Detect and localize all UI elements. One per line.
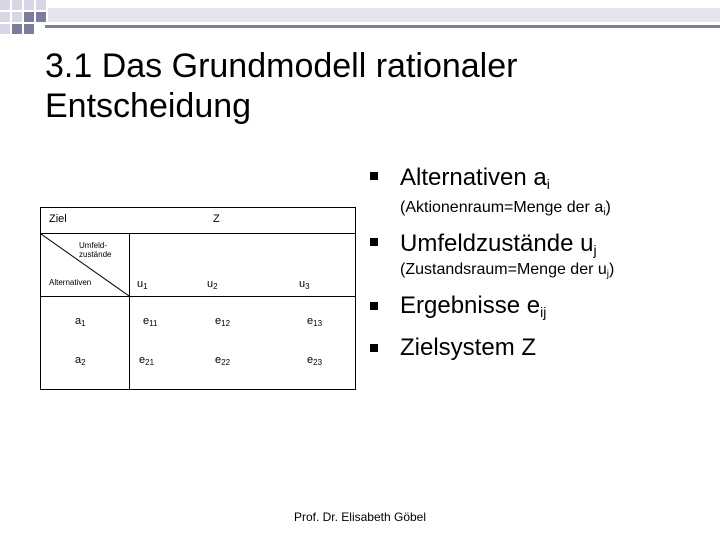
detail-zustandsraum: (Zustandsraum=Menge der uj)	[400, 261, 615, 280]
ziel-label: Ziel	[49, 213, 67, 225]
result-e13: $e_{13}$	[307, 315, 323, 328]
detail-aktionenraum: (Aktionenraum=Menge der ai)	[400, 199, 611, 218]
bullet-ergebnisse: Ergebnisse eij	[400, 292, 547, 320]
result-e23: $e_{23}$	[307, 354, 323, 367]
footer-author: Prof. Dr. Elisabeth Göbel	[293, 510, 427, 524]
alternative-a1: $a_1$	[75, 315, 86, 328]
header-decoration	[0, 0, 720, 45]
slide-title: 3.1 Das Grundmodell rationaler Entscheidung	[45, 47, 518, 125]
bullet-umfeldzustaende: Umfeldzustände uj	[400, 230, 597, 258]
header-rule	[45, 25, 720, 28]
bullet-marker	[370, 344, 378, 352]
umfeld-label: Umfeld- zustände	[79, 241, 112, 259]
state-u3: $u_3$	[299, 278, 310, 291]
bullet-marker	[370, 302, 378, 310]
alternative-a2: $a_2$	[75, 354, 86, 367]
bullet-marker	[370, 238, 378, 246]
column-divider	[129, 234, 130, 389]
decision-matrix	[40, 207, 356, 390]
z-label: Z	[213, 213, 220, 225]
state-u1: $u_1$	[137, 278, 148, 291]
alternativen-label: Alternativen	[49, 278, 92, 287]
bullet-marker	[370, 172, 378, 180]
result-e12: $e_{12}$	[215, 315, 231, 328]
result-e22: $e_{22}$	[215, 354, 231, 367]
result-e11: $e_{11}$	[143, 315, 158, 328]
result-e21: $e_{21}$	[139, 354, 155, 367]
bullet-zielsystem: Zielsystem Z	[400, 334, 537, 361]
bullet-alternativen: Alternativen ai	[400, 164, 550, 192]
state-u2: $u_2$	[207, 278, 218, 291]
